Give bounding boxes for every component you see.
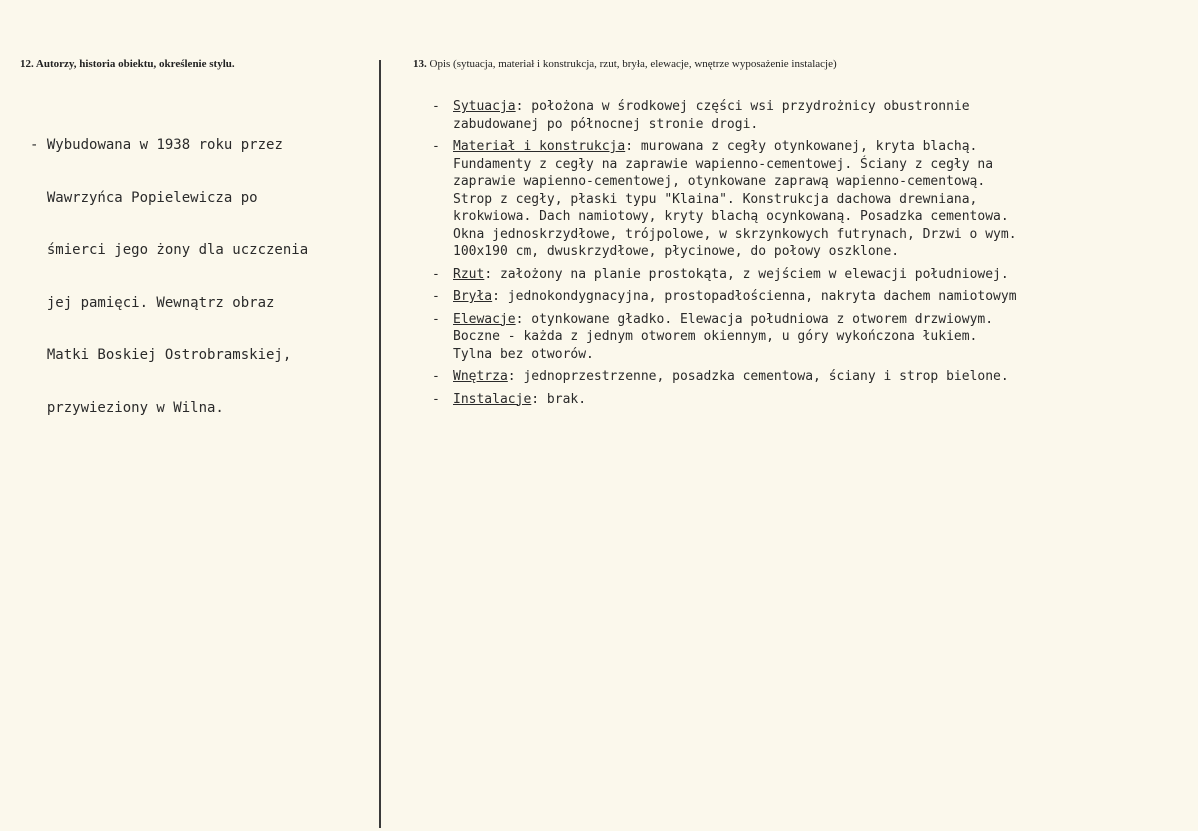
entry-text: : jednoprzestrzenne, posadzka cementowa, ściany i strop bielone. [507, 369, 1009, 384]
dash-bullet: - [432, 266, 440, 282]
entry-text: : brak. [531, 391, 587, 407]
entry-key: Instalacje [453, 391, 532, 407]
entry-material [432, 138, 1192, 261]
entry-key: Materiał i konstrukcja [453, 139, 626, 154]
left-line [30, 347, 375, 365]
entry-text: : położona w środkowej części wsi przydrożnicy obustronnie [515, 99, 970, 114]
left-line-3: jej pamięci. Wewnątrz obraz [46, 294, 275, 311]
entry-instalacje [432, 391, 1192, 409]
entry-key: Rzut [453, 266, 485, 282]
left-line-1: Wawrzyńca Popielewicza po [46, 189, 258, 206]
left-line [30, 295, 375, 313]
dash-bullet: - [432, 391, 440, 407]
left-line [30, 190, 375, 208]
entry-text: Tylna bez otworów. [453, 346, 594, 362]
left-line-4: Matki Boskiej Ostrobramskiej, [46, 347, 292, 363]
entry-text: : murowana z cegły otynkowanej, kryta blachą. [625, 139, 978, 154]
entry-text: : założony na planie prostokąta, z wejściem w elewacji południowej. [484, 266, 1009, 282]
dash-bullet: - [432, 139, 440, 154]
dash-bullet: - [432, 369, 440, 384]
left-line-0: Wybudowana w 1938 roku przez [46, 137, 283, 153]
entry-key: Elewacje [453, 311, 516, 327]
section-12-header: 12. Autorzy, historia obiektu, określenie stylu. [20, 58, 235, 70]
entry-bryla [432, 288, 1192, 306]
section-13-number: 13. [413, 58, 427, 70]
entry-text: : jednokondygnacyjna, prostopadłościenna, nakryta dachem namiotowym [492, 289, 1017, 304]
entry-key: Sytuacja [453, 99, 516, 114]
section-13-title: Opis (sytuacja, materiał i konstrukcja, rzut, bryła, elewacje, wnętrze wyposażenie instalacje) [429, 58, 837, 70]
entry-text: Strop z cegły, płaski typu "Klaina". Konstrukcja dachowa drewniana, [453, 191, 978, 207]
entry-key: Wnętrza [453, 369, 508, 384]
dash-bullet: - [30, 137, 39, 153]
dash-bullet: - [432, 99, 440, 114]
right-column-list [432, 98, 1192, 413]
entry-text: krokwiowa. Dach namiotowy, kryty blachą ocynkowaną. Posadzka cementowa. [453, 209, 1009, 224]
column-divider [379, 60, 381, 828]
entry-text: zaprawie wapienno-cementowej, otynkowane zaprawą wapienno-cementową. [453, 174, 986, 189]
entry-rzut [432, 266, 1192, 284]
entry-text: Fundamenty z cegły na zaprawie wapienno-cementowej. Ściany z cegły na [453, 156, 994, 172]
entry-text: 100x190 cm, dwuskrzydłowe, płycinowe, do połowy oszklone. [453, 244, 900, 259]
entry-key: Bryła [453, 289, 493, 304]
entry-text: Boczne - każda z jednym otworem okiennym, u góry wykończona łukiem. [453, 329, 978, 344]
entry-wnetrza [432, 368, 1192, 386]
left-line-5: przywieziony w Wilna. [46, 399, 224, 416]
left-line-2: śmierci jego żony dla uczczenia [46, 242, 309, 258]
entry-elewacje [432, 311, 1192, 364]
entry-text: zabudowanej po północnej stronie drogi. [453, 116, 759, 132]
left-line [30, 400, 375, 418]
left-line [30, 137, 375, 155]
entry-sytuacja [432, 98, 1192, 133]
dash-bullet: - [432, 311, 440, 327]
section-13-header [413, 58, 837, 70]
entry-text: Okna jednoskrzydłowe, trójpolowe, w skrzynkowych futrynach, Drzwi o wym. [453, 226, 1017, 242]
dash-bullet: - [432, 289, 440, 304]
left-column-text [30, 102, 375, 452]
entry-text: : otynkowane gładko. Elewacja południowa z otworem drzwiowym. [515, 311, 994, 327]
left-line [30, 242, 375, 260]
